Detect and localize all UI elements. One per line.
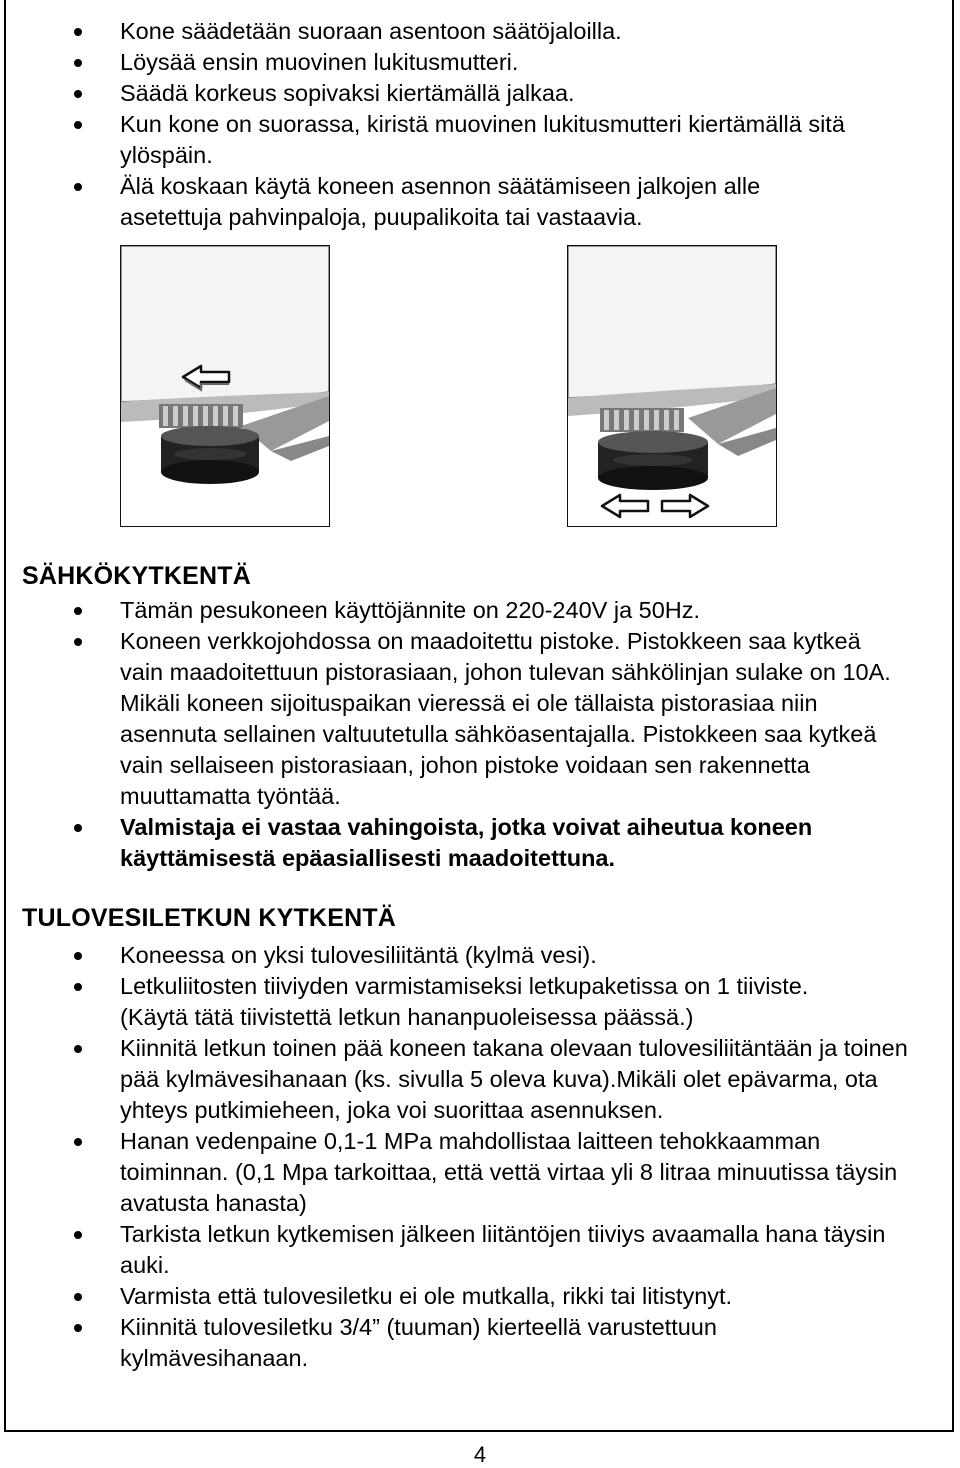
list-item: Kun kone on suorassa, kiristä muovinen lukitusmutteri kiertämällä sitä ylöspäin. bbox=[0, 109, 940, 171]
list-item: Koneessa on yksi tulovesiliitäntä (kylmä vesi). bbox=[0, 940, 940, 971]
list-item: Tämän pesukoneen käyttöjännite on 220-240V ja 50Hz. bbox=[0, 595, 940, 626]
bullet-icon bbox=[74, 28, 82, 36]
figure-lock-nut bbox=[120, 245, 330, 527]
bullet-icon bbox=[74, 607, 82, 615]
bullet-icon bbox=[74, 121, 82, 129]
list-item: Koneen verkkojohdossa on maadoitettu pistoke. Pistokkeen saa kytkeä vain maadoitettuun pistorasiaan, johon tulevan sähkölinjan sulake on 10A. Mikäli koneen sijoituspaikan vieressä ei ole tällaista pistorasiaa niin asennuta sellainen valtuutetulla sähköasentajalla. Pistokkeen saa kytkeä vain sellaiseen pistorasiaan, johon pistoke voidaan sen rakennetta muuttamatta työntää. bbox=[0, 626, 940, 812]
list-item: Löysää ensin muovinen lukitusmutteri. bbox=[0, 47, 940, 78]
bullet-icon bbox=[74, 1324, 82, 1332]
bullet-icon bbox=[74, 824, 82, 832]
water-inlet-list bbox=[0, 940, 940, 1374]
bullet-icon bbox=[74, 90, 82, 98]
bullet-icon bbox=[74, 952, 82, 960]
list-item: Tarkista letkun kytkemisen jälkeen liitäntöjen tiiviys avaamalla hana täysin auki. bbox=[0, 1219, 940, 1281]
section-heading-electrical: SÄHKÖKYTKENTÄ bbox=[22, 562, 251, 590]
bullet-icon bbox=[74, 1138, 82, 1146]
electrical-list bbox=[0, 595, 940, 874]
list-item: Kiinnitä tulovesiletku 3/4” (tuuman) kierteellä varustettuun kylmävesihanaan. bbox=[0, 1312, 940, 1374]
list-item: Valmistaja ei vastaa vahingoista, jotka voivat aiheutua koneen käyttämisestä epäasiallisesti maadoitettuna. bbox=[0, 812, 940, 874]
section-heading-water-inlet: TULOVESILETKUN KYTKENTÄ bbox=[22, 904, 397, 932]
list-item: Säädä korkeus sopivaksi kiertämällä jalkaa. bbox=[0, 78, 940, 109]
bullet-icon bbox=[74, 59, 82, 67]
bullet-icon bbox=[74, 638, 82, 646]
bullet-icon bbox=[74, 1293, 82, 1301]
list-item: Älä koskaan käytä koneen asennon säätämiseen jalkojen alle asetettuja pahvinpaloja, puupalikoita tai vastaavia. bbox=[0, 171, 940, 233]
page-number: 4 bbox=[473, 1442, 487, 1467]
list-item: Hanan vedenpaine 0,1-1 MPa mahdollistaa laitteen tehokkaamman toiminnan. (0,1 Mpa tarkoittaa, että vettä virtaa yli 8 litraa minuutissa täysin avatusta hanasta) bbox=[0, 1126, 940, 1219]
bullet-icon bbox=[74, 1045, 82, 1053]
list-item: Kiinnitä letkun toinen pää koneen takana olevaan tulovesiliitäntään ja toinen pää kylmävesihanaan (ks. sivulla 5 oleva kuva).Mikäli olet epävarma, ota yhteys putkimieheen, joka voi suorittaa asennuksen. bbox=[0, 1033, 940, 1126]
bullet-icon bbox=[74, 1231, 82, 1239]
bullet-icon bbox=[74, 183, 82, 191]
list-item: Kone säädetään suoraan asentoon säätöjaloilla. bbox=[0, 16, 940, 47]
list-item: Varmista että tulovesiletku ei ole mutkalla, rikki tai litistynyt. bbox=[0, 1281, 940, 1312]
leveling-instructions bbox=[0, 16, 940, 233]
list-item: Letkuliitosten tiiviyden varmistamiseksi letkupaketissa on 1 tiiviste.(Käytä tätä tiivistettä letkun hananpuoleisessa päässä.) bbox=[0, 971, 940, 1033]
figure-adjust-foot bbox=[567, 245, 777, 527]
bullet-icon bbox=[74, 983, 82, 991]
